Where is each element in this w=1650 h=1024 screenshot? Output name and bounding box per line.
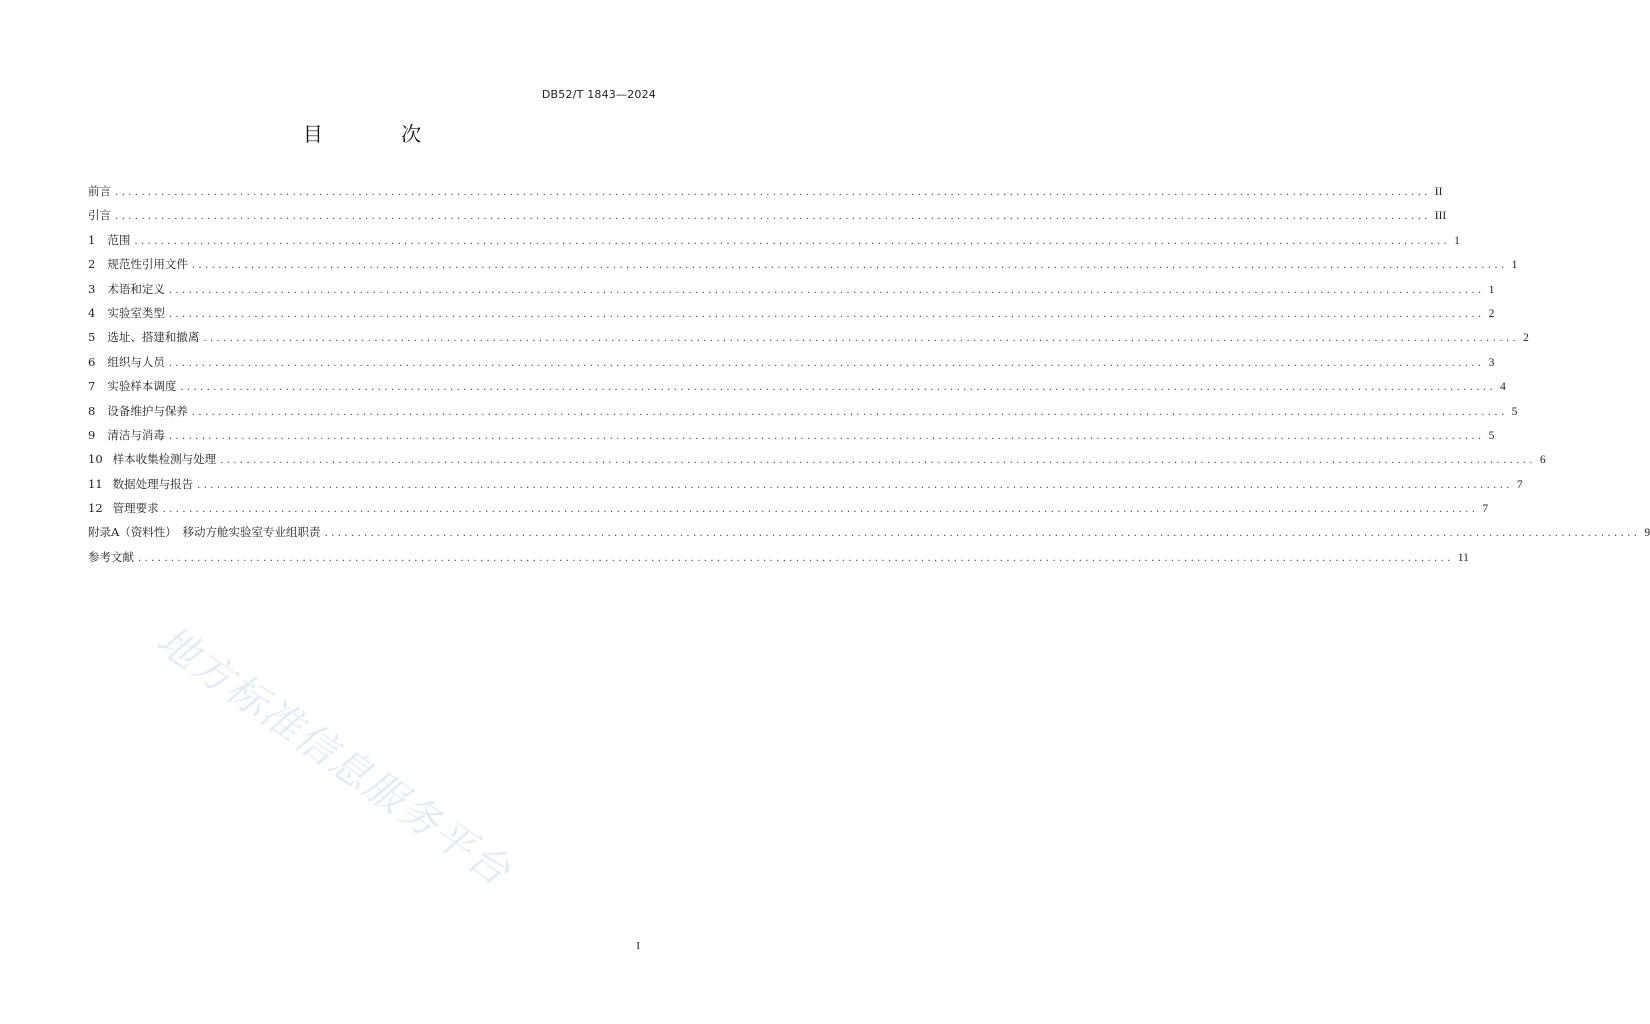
page-number: I xyxy=(636,940,640,952)
toc-entry-label: 样本收集检测与处理 xyxy=(112,452,217,467)
toc-leader-dots: ........................................................................................................................................................................................................ xyxy=(197,479,1513,491)
toc-entry-label: 引言 xyxy=(88,208,111,223)
toc-leader-dots: ........................................................................................................................................................................................................ xyxy=(191,260,1508,272)
toc-entry-number: 4 xyxy=(88,305,96,320)
toc-entry-label: 清洁与消毒 xyxy=(107,427,165,442)
toc-leader-dots: ........................................................................................................................................................................................................ xyxy=(191,406,1508,418)
toc-entry-label: 实验室类型 xyxy=(107,305,165,320)
toc-leader-dots: ........................................................................................................................................................................................................ xyxy=(134,235,1451,247)
toc-entry-label: 组织与人员 xyxy=(107,354,165,369)
toc-entry[interactable] xyxy=(88,549,1469,573)
toc-entry[interactable] xyxy=(88,305,1495,329)
toc-entry-number: 10 xyxy=(88,452,103,467)
toc-entry-page: 7 xyxy=(1516,478,1523,491)
toc-entry[interactable] xyxy=(88,524,1650,548)
toc-entry-page: 11 xyxy=(1457,551,1469,564)
toc-leader-dots: ........................................................................................................................................................................................................ xyxy=(220,455,1536,467)
toc-entry-page: 2 xyxy=(1488,307,1495,320)
toc-leader-dots: ........................................................................................................................................................................................................ xyxy=(168,308,1485,320)
toc-entry-label: 管理要求 xyxy=(112,501,159,516)
toc-entry-label: 参考文献 xyxy=(88,549,134,564)
toc-entry-number: 12 xyxy=(88,501,103,516)
toc-entry[interactable] xyxy=(88,232,1460,256)
toc-entry[interactable] xyxy=(88,207,1447,231)
toc-entry[interactable] xyxy=(88,500,1489,524)
toc-entry-number: 6 xyxy=(88,354,96,369)
toc-leader-dots: ........................................................................................................................................................................................................ xyxy=(115,187,1431,198)
toc-leader-dots: ........................................................................................................................................................................................................ xyxy=(168,357,1485,369)
toc-entry-label: 数据处理与报告 xyxy=(112,476,194,491)
toc-leader-dots: ........................................................................................................................................................................................................ xyxy=(115,211,1431,223)
toc-entry-label: 设备维护与保养 xyxy=(107,403,188,418)
watermark: 地方标准信息服务平台 xyxy=(148,617,519,896)
toc-entry-number: 1 xyxy=(88,232,96,247)
toc-entry-number: 3 xyxy=(88,281,96,296)
toc-entry-page: 1 xyxy=(1454,234,1460,247)
toc-entry-label: 前言 xyxy=(88,184,111,198)
toc-entry-label: 实验样本调度 xyxy=(107,379,177,394)
toc-entry-number: 8 xyxy=(88,403,96,418)
table-of-contents xyxy=(88,183,1650,573)
toc-entry[interactable] xyxy=(88,183,1443,207)
toc-entry-label: 范围 xyxy=(107,232,131,247)
toc-entry[interactable] xyxy=(88,378,1506,402)
toc-entry-page: 1 xyxy=(1511,259,1518,272)
toc-entry-number: 2 xyxy=(88,257,96,272)
toc-leader-dots: ........................................................................................................................................................................................................ xyxy=(324,528,1641,540)
toc-entry-number: 11 xyxy=(88,476,103,491)
toc-entry-page: 5 xyxy=(1511,405,1518,418)
toc-entry[interactable] xyxy=(88,451,1546,475)
toc-entry[interactable] xyxy=(88,427,1495,451)
toc-leader-dots: ........................................................................................................................................................................................................ xyxy=(203,333,1520,345)
page-title: 目 次 xyxy=(302,122,458,146)
toc-entry[interactable] xyxy=(88,329,1529,353)
toc-entry-number: 5 xyxy=(88,330,96,345)
toc-entry-page: 1 xyxy=(1488,283,1495,296)
toc-entry[interactable] xyxy=(88,281,1495,305)
toc-entry-label: 规范性引用文件 xyxy=(107,257,188,272)
document-code: DB52/T 1843—2024 xyxy=(541,88,656,101)
toc-leader-dots: ........................................................................................................................................................................................................ xyxy=(168,430,1485,442)
toc-entry-page: 4 xyxy=(1500,381,1506,394)
toc-entry-number: 9 xyxy=(88,427,96,442)
toc-entry-page: III xyxy=(1434,210,1447,223)
toc-leader-dots: ........................................................................................................................................................................................................ xyxy=(162,504,1479,516)
toc-entry[interactable] xyxy=(88,354,1495,378)
toc-entry-page: 2 xyxy=(1523,332,1529,345)
toc-entry-page: 5 xyxy=(1488,429,1495,442)
toc-entry[interactable] xyxy=(88,476,1523,500)
toc-entry-page: 7 xyxy=(1482,503,1489,516)
toc-entry-label: 选址、搭建和撤离 xyxy=(107,330,200,345)
toc-entry[interactable] xyxy=(88,403,1518,427)
toc-entry-page: II xyxy=(1434,186,1443,198)
toc-leader-dots: ........................................................................................................................................................................................................ xyxy=(180,382,1497,394)
toc-entry-label: 术语和定义 xyxy=(107,281,165,296)
toc-entry-page: 9 xyxy=(1644,527,1650,540)
toc-entry[interactable] xyxy=(88,256,1518,280)
toc-entry-page: 3 xyxy=(1488,356,1495,369)
toc-entry-page: 6 xyxy=(1539,454,1546,467)
toc-leader-dots: ........................................................................................................................................................................................................ xyxy=(168,284,1485,296)
toc-entry-number: 7 xyxy=(88,379,96,394)
toc-leader-dots: ........................................................................................................................................................................................................ xyxy=(138,552,1454,564)
toc-entry-label: 附录A（资料性） 移动方舱实验室专业组职责 xyxy=(88,525,321,540)
